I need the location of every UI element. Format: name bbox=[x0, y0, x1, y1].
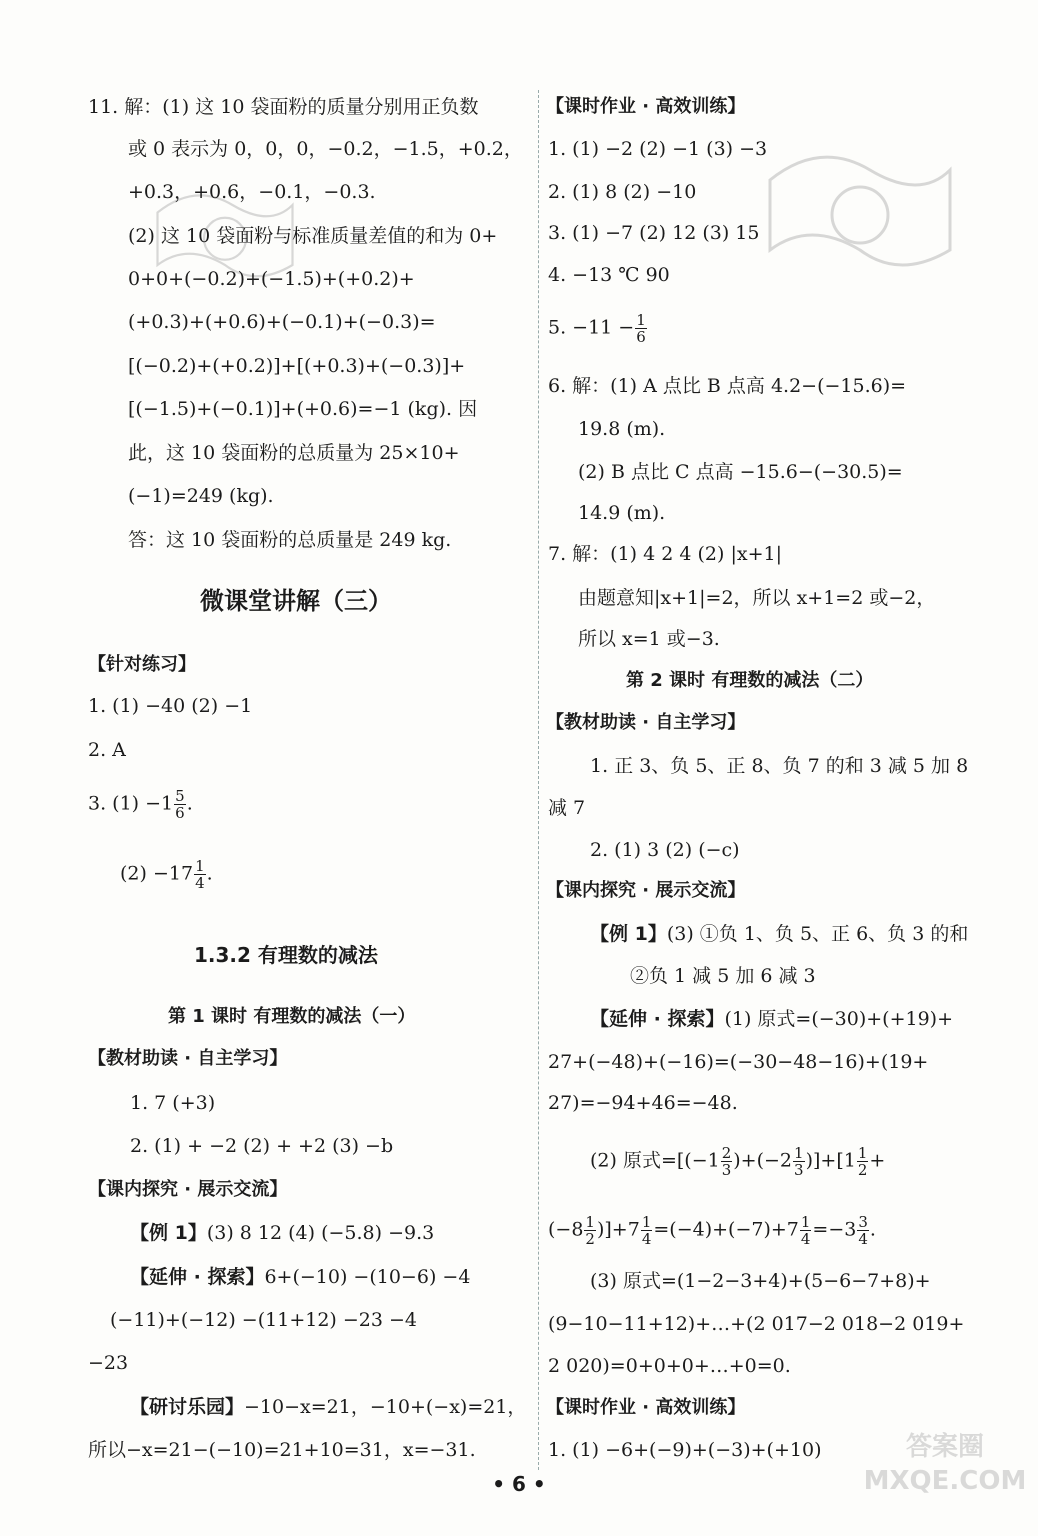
q11-line: (+0.3)+(+0.6)+(−0.1)+(−0.3)= bbox=[128, 311, 436, 333]
section-header: 【课内探究 · 展示交流】 bbox=[88, 1179, 288, 1200]
example-text: (3) ①负 1、负 5、正 6、负 3 的和 bbox=[666, 923, 969, 945]
example-label: 【例 1】 bbox=[130, 1222, 207, 1244]
extension-text: (1) 原式=(−30)+(+19)+ bbox=[724, 1008, 954, 1030]
example-line: ②负 1 减 5 加 6 减 3 bbox=[630, 965, 816, 987]
extension-label: 【延伸 · 探索】 bbox=[130, 1266, 265, 1288]
denominator: 2 bbox=[585, 1230, 595, 1248]
denominator: 4 bbox=[195, 874, 205, 892]
extension-line bbox=[130, 1264, 470, 1290]
section-header: 【课内探究 · 展示交流】 bbox=[546, 880, 746, 901]
numerator: 3 bbox=[858, 1213, 868, 1231]
denominator: 6 bbox=[175, 804, 185, 822]
fraction bbox=[635, 312, 647, 345]
extension-line: 2 020)=0+0+0+…+0=0. bbox=[548, 1355, 791, 1377]
fraction bbox=[641, 1214, 653, 1247]
q11-line: +0.3，+0.6，−0.1，−0.3. bbox=[128, 181, 376, 203]
answer-line: 1. 正 3、负 5、正 8、负 7 的和 3 减 5 加 8 bbox=[590, 755, 969, 777]
numerator: 1 bbox=[585, 1213, 595, 1231]
page-number: • 6 • bbox=[492, 1472, 546, 1496]
answer-text: 3. (1) −1 bbox=[88, 792, 174, 815]
extension-line: 27)=−94+46=−48. bbox=[548, 1092, 738, 1114]
fraction bbox=[800, 1214, 812, 1247]
answer-line: (2) −17 $\frac{1}{4}$ . bbox=[120, 857, 213, 892]
q11-line: 11. 解：(1) 这 10 袋面粉的质量分别用正负数 bbox=[88, 96, 479, 118]
extension-text: 6+(−10) −(10−6) −4 bbox=[264, 1266, 471, 1288]
numerator: 2 bbox=[721, 1144, 732, 1162]
denominator: 3 bbox=[721, 1161, 732, 1179]
answer-line: 14.9 (m). bbox=[578, 502, 666, 524]
fraction bbox=[174, 788, 186, 821]
example-line bbox=[590, 921, 968, 947]
answer-line: 减 7 bbox=[548, 797, 586, 819]
discussion-text: −10−x=21，−10+(−x)=21， bbox=[244, 1396, 527, 1418]
q11-line: (2) 这 10 袋面粉与标准质量差值的和为 0+ bbox=[128, 225, 498, 247]
answer-line: 1. (1) −2 (2) −1 (3) −3 bbox=[548, 138, 768, 160]
column-divider bbox=[538, 90, 539, 1470]
watermark-text: 答案圈 MXQE.COM bbox=[863, 1432, 1027, 1496]
example-text: (3) 8 12 (4) (−5.8) −9.3 bbox=[206, 1222, 435, 1244]
answer-line: 2. (1) 8 (2) −10 bbox=[548, 181, 697, 203]
section-header: 【课时作业 · 高效训练】 bbox=[546, 1397, 746, 1418]
answer-line: 1. (1) −6+(−9)+(−3)+(+10) bbox=[548, 1439, 822, 1461]
section-title: 微课堂讲解（三） bbox=[200, 587, 392, 615]
numerator: 1 bbox=[794, 1144, 804, 1162]
extension-line bbox=[590, 1006, 953, 1032]
fraction bbox=[584, 1214, 596, 1247]
answer-line: 由题意知|x+1|=2，所以 x+1=2 或−2， bbox=[578, 587, 936, 609]
answer-line: 19.8 (m). bbox=[578, 418, 666, 440]
q11-line: [(−1.5)+(−0.1)]+(+0.6)=−1 (kg). 因 bbox=[128, 398, 478, 420]
q11-line: 此，这 10 袋面粉的总质量为 25×10+ bbox=[128, 442, 460, 464]
numerator: 1 bbox=[636, 311, 646, 329]
fraction bbox=[857, 1214, 869, 1247]
example-line bbox=[130, 1220, 434, 1246]
fraction bbox=[194, 858, 206, 891]
q11-line: (−1)=249 (kg). bbox=[128, 485, 274, 507]
answer-line: 2. (1) + −2 (2) + +2 (3) −b bbox=[130, 1135, 394, 1157]
answer-line: 3. (1) −7 (2) 12 (3) 15 bbox=[548, 222, 760, 244]
fraction bbox=[793, 1145, 805, 1178]
expr-part: )]+[1 bbox=[805, 1149, 856, 1172]
extension-line bbox=[590, 1145, 885, 1178]
q11-line: 或 0 表示为 0，0，0，−0.2，−1.5，+0.2， bbox=[128, 138, 523, 160]
answer-line: (2) B 点比 C 点高 −15.6−(−30.5)= bbox=[578, 461, 903, 483]
answer-line: 2. (1) 3 (2) (−c) bbox=[590, 839, 740, 861]
answer-line: 7. 解：(1) 4 2 4 (2) |x+1| bbox=[548, 543, 782, 565]
expr-part: (−8 bbox=[548, 1218, 584, 1241]
extension-line: 27+(−48)+(−16)=(−30−48−16)+(19+ bbox=[548, 1051, 929, 1073]
section-header: 【教材助读 · 自主学习】 bbox=[88, 1048, 288, 1069]
answer-line: 2. A bbox=[88, 739, 126, 761]
extension-line: (3) 原式=(1−2−3+4)+(5−6−7+8)+ bbox=[590, 1270, 931, 1292]
section-header: 【教材助读 · 自主学习】 bbox=[546, 712, 746, 733]
denominator: 3 bbox=[794, 1161, 804, 1179]
extension-line: −23 bbox=[88, 1352, 129, 1374]
discussion-line: 所以−x=21−(−10)=21+10=31，x=−31. bbox=[88, 1439, 476, 1461]
expr-part: + bbox=[869, 1149, 886, 1172]
fraction bbox=[857, 1145, 869, 1178]
expr-part: (2) 原式=[(−1 bbox=[590, 1149, 720, 1172]
q11-line: [(−0.2)+(+0.2)]+[(+0.3)+(−0.3)]+ bbox=[128, 355, 466, 377]
q11-line: 0+0+(−0.2)+(−1.5)+(+0.2)+ bbox=[128, 268, 415, 290]
lesson-title: 第 1 课时 有理数的减法（一） bbox=[168, 1006, 416, 1027]
extension-line: (9−10−11+12)+…+(2 017−2 018−2 019+ bbox=[548, 1313, 965, 1335]
answer-text: 5. −11 − bbox=[548, 316, 635, 339]
answer-line: 4. −13 ℃ 90 bbox=[548, 264, 670, 286]
extension-line bbox=[548, 1214, 876, 1247]
fraction bbox=[721, 1145, 733, 1178]
numerator: 1 bbox=[857, 1144, 868, 1162]
answer-line: 1. (1) −40 (2) −1 bbox=[88, 695, 253, 717]
q11-answer: 答：这 10 袋面粉的总质量是 249 kg. bbox=[128, 529, 452, 551]
answer-line: 1. 7 (+3) bbox=[130, 1092, 216, 1114]
stamp-graphic bbox=[760, 140, 960, 280]
lesson-title: 第 2 课时 有理数的减法（二） bbox=[626, 670, 874, 691]
denominator: 4 bbox=[800, 1230, 811, 1248]
denominator: 4 bbox=[858, 1230, 868, 1248]
expr-part: =−3 bbox=[812, 1218, 857, 1241]
denominator: 6 bbox=[636, 328, 646, 346]
extension-label: 【延伸 · 探索】 bbox=[590, 1008, 725, 1030]
numerator: 1 bbox=[641, 1213, 652, 1231]
numerator: 1 bbox=[195, 857, 205, 875]
denominator: 2 bbox=[857, 1161, 868, 1179]
expr-part: . bbox=[869, 1218, 876, 1241]
answer-line: 所以 x=1 或−3. bbox=[578, 628, 720, 650]
numerator: 1 bbox=[800, 1213, 811, 1231]
subsection-title: 1.3.2 有理数的减法 bbox=[194, 943, 378, 967]
answer-text: (2) −17 bbox=[120, 862, 194, 885]
numerator: 5 bbox=[175, 787, 185, 805]
expr-part: )+(−2 bbox=[733, 1149, 793, 1172]
section-header: 【课时作业 · 高效训练】 bbox=[546, 96, 746, 117]
extension-line: (−11)+(−12) −(11+12) −23 −4 bbox=[110, 1309, 418, 1331]
discussion-line bbox=[130, 1394, 526, 1420]
answer-line: 3. (1) −1 $\frac{5}{6}$ . bbox=[88, 787, 193, 822]
answer-line: 6. 解：(1) A 点比 B 点高 4.2−(−15.6)= bbox=[548, 375, 907, 397]
discussion-label: 【研讨乐园】 bbox=[130, 1396, 245, 1418]
answer-line bbox=[548, 312, 648, 345]
example-label: 【例 1】 bbox=[590, 923, 667, 945]
section-header: 【针对练习】 bbox=[88, 654, 196, 675]
expr-part: )]+7 bbox=[596, 1218, 640, 1241]
denominator: 4 bbox=[641, 1230, 652, 1248]
watermark bbox=[860, 1430, 1030, 1530]
expr-part: =(−4)+(−7)+7 bbox=[653, 1218, 799, 1241]
